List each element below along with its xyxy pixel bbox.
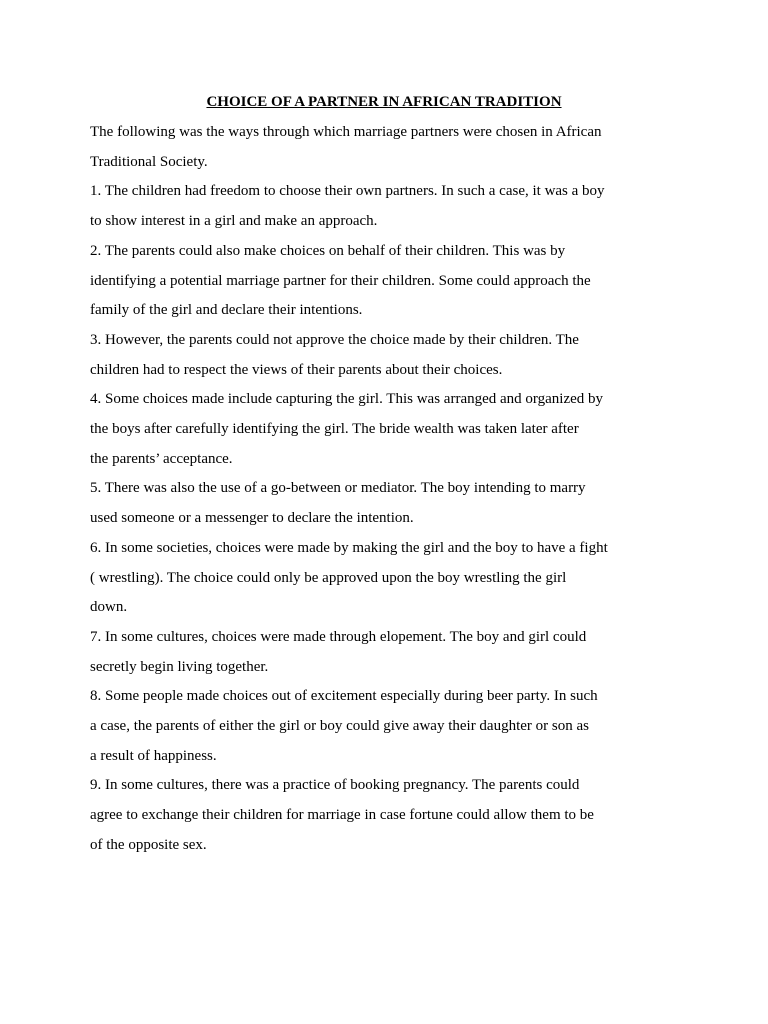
body-line: of the opposite sex. (90, 836, 207, 853)
document-title: CHOICE OF A PARTNER IN AFRICAN TRADITION (206, 94, 562, 110)
body-line: 1. The children had freedom to choose their own partners. In such a case, it was a boy (90, 183, 605, 200)
body-line: identifying a potential marriage partner for their children. Some could approach the (90, 272, 591, 289)
body-line: a result of happiness. (90, 747, 217, 764)
body-line: to show interest in a girl and make an approach. (90, 213, 378, 230)
body-line: 5. There was also the use of a go-between or mediator. The boy intending to marry (90, 480, 586, 497)
body-line: 3. However, the parents could not approve the choice made by their children. The (90, 331, 579, 348)
body-line: down. (90, 599, 128, 616)
body-line: the boys after carefully identifying the girl. The bride wealth was taken later after (90, 421, 579, 438)
body-line: a case, the parents of either the girl or boy could give away their daughter or son as (90, 718, 589, 735)
body-line: 8. Some people made choices out of excitement especially during beer party. In such (90, 688, 598, 705)
body-line: 9. In some cultures, there was a practice of booking pregnancy. The parents could (90, 777, 580, 794)
body-line: 4. Some choices made include capturing the girl. This was arranged and organized by (90, 391, 604, 408)
body-line: the parents’ acceptance. (90, 450, 233, 467)
body-line: ( wrestling). The choice could only be approved upon the boy wrestling the girl (90, 569, 567, 586)
document-page (90, 92, 690, 861)
body-line: agree to exchange their children for marriage in case fortune could allow them to be (90, 807, 594, 824)
document-body (90, 118, 690, 861)
body-line: 2. The parents could also make choices on behalf of their children. This was by (90, 242, 566, 259)
body-line: children had to respect the views of their parents about their choices. (90, 361, 503, 378)
body-line: The following was the ways through which marriage partners were chosen in African (90, 124, 602, 140)
body-line: secretly begin living together. (90, 658, 269, 675)
body-line: Traditional Society. (90, 153, 208, 170)
body-line: family of the girl and declare their intentions. (90, 302, 363, 319)
body-line: 6. In some societies, choices were made by making the girl and the boy to have a fight (90, 539, 608, 556)
body-line: 7. In some cultures, choices were made through elopement. The boy and girl could (90, 628, 587, 645)
body-line: used someone or a messenger to declare the intention. (90, 510, 414, 527)
